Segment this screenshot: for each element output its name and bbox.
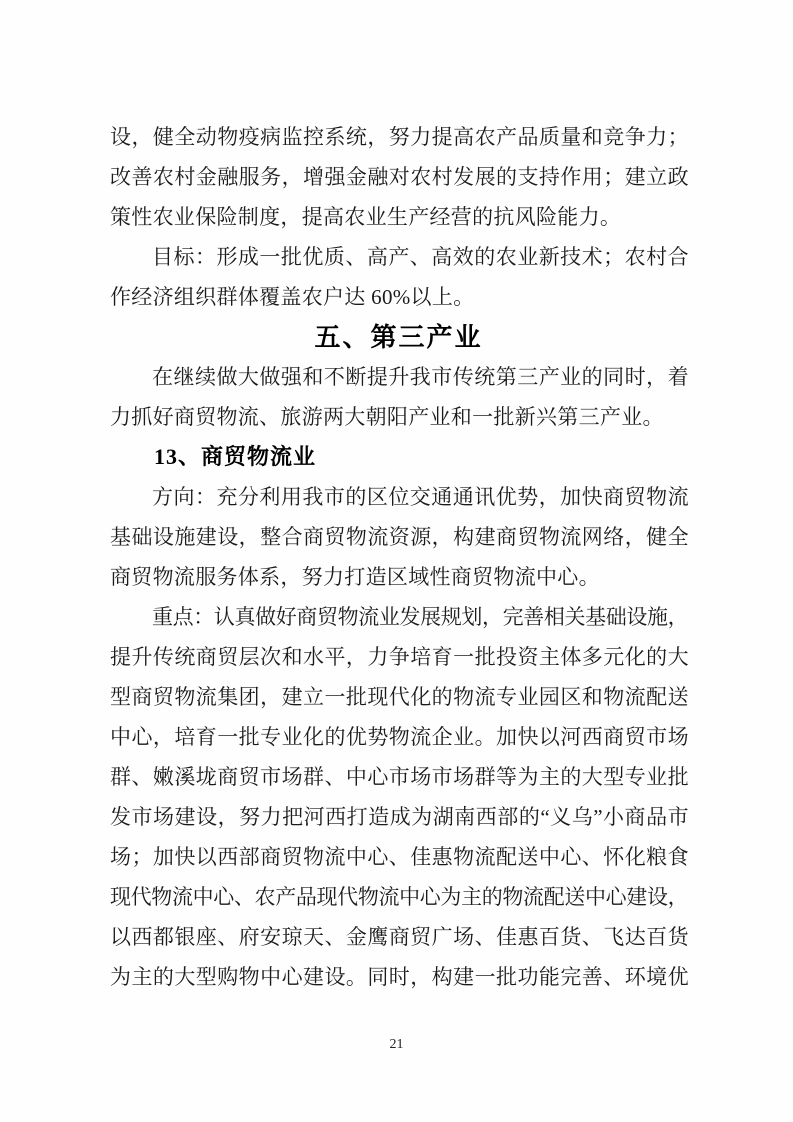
subsection-heading: 13、商贸物流业 <box>154 444 317 469</box>
body-line: 作经济组织群体覆盖农户达 60%以上。 <box>110 285 475 309</box>
page-number: 21 <box>389 1037 404 1052</box>
body-line: 群、嫩溪垅商贸市场群、中心市场市场群等为主的大型专业批 <box>110 765 687 789</box>
body-line: 商贸物流服务体系，努力打造区域性商贸物流中心。 <box>110 565 600 589</box>
body-line: 改善农村金融服务，增强金融对农村发展的支持作用；建立政 <box>110 165 687 189</box>
body-line: 基础设施建设，整合商贸物流资源，构建商贸物流网络，健全 <box>110 525 687 549</box>
body-line: 力抓好商贸物流、旅游两大朝阳产业和一批新兴第三产业。 <box>110 405 664 429</box>
body-line: 场；加快以西部商贸物流中心、佳惠物流配送中心、怀化粮食 <box>110 845 687 869</box>
body-line: 目标：形成一批优质、高产、高效的农业新技术；农村合 <box>152 245 687 269</box>
body-line: 中心，培育一批专业化的优势物流企业。加快以河西商贸市场 <box>110 725 687 749</box>
body-line: 现代物流中心、农产品现代物流中心为主的物流配送中心建设， <box>110 885 687 909</box>
body-line: 提升传统商贸层次和水平，力争培育一批投资主体多元化的大 <box>110 645 687 669</box>
body-line: 型商贸物流集团，建立一批现代化的物流专业园区和物流配送 <box>110 685 687 709</box>
body-line: 设，健全动物疫病监控系统，努力提高农产品质量和竞争力； <box>110 125 687 149</box>
text-block <box>110 117 687 997</box>
section-heading: 五、第三产业 <box>314 322 483 352</box>
body-line: 在继续做大做强和不断提升我市传统第三产业的同时，着 <box>152 365 687 389</box>
body-line: 以西都银座、府安琼天、金鹰商贸广场、佳惠百货、飞达百货 <box>110 925 687 949</box>
body-line: 发市场建设，努力把河西打造成为湖南西部的“义乌”小商品市 <box>110 805 687 829</box>
body-line: 策性农业保险制度，提高农业生产经营的抗风险能力。 <box>110 205 622 229</box>
body-line: 重点：认真做好商贸物流业发展规划，完善相关基础设施， <box>152 605 687 629</box>
body-line: 为主的大型购物中心建设。同时，构建一批功能完善、环境优 <box>110 965 687 989</box>
body-line: 方向：充分利用我市的区位交通通讯优势，加快商贸物流 <box>152 485 687 509</box>
